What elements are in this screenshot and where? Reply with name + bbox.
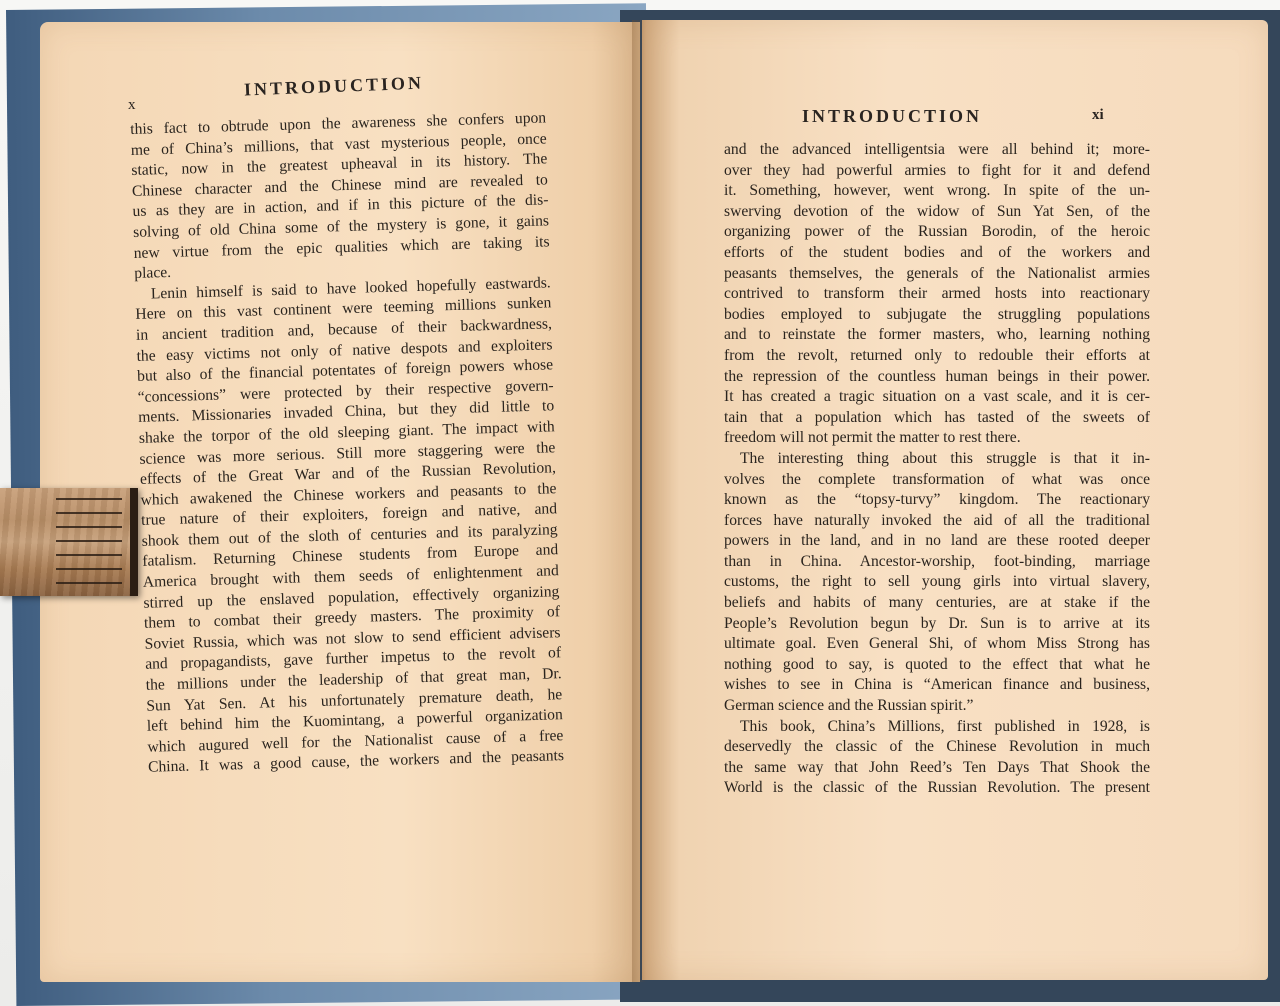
text-line: me of China’s millions, that vast mysterious people, once — [130, 129, 547, 159]
text-line: customs, the right to sell young girls into virtual slavery, — [724, 573, 1150, 591]
text-line: nothing good to say, is quoted to the effect that what he — [724, 655, 1150, 673]
text-line: The interesting thing about this struggle is that it in- — [740, 449, 1150, 467]
text-line: in ancient tradition and, because of their backwardness, — [135, 315, 553, 344]
text-line: freedom will not permit the matter to rest there. — [724, 429, 1021, 447]
text-line: over they had powerful armies to fight for it and defend — [724, 161, 1150, 179]
text-line: Sun Yat Sen. At his unfortunately premature death, he — [146, 685, 563, 715]
text-line: true nature of their exploiters, foreign and native, and — [140, 500, 558, 530]
text-line: Soviet Russia, which was not slow to send efficient advisers — [144, 624, 561, 653]
text-line: Here on this vast continent were teeming millions sunken — [135, 294, 552, 324]
text-line: shook them out of the sloth of centuries and its paralyzing — [141, 521, 558, 550]
text-line: static, now in the greatest upheaval in its history. The — [131, 150, 548, 180]
text-line: the same way that John Reed’s Ten Days That Shook the — [724, 758, 1150, 776]
wooden-bookmark — [0, 488, 138, 596]
left-page-number: x — [128, 97, 136, 113]
text-line: forces have naturally invoked the aid of all the traditional — [724, 511, 1150, 529]
right-page-number: xi — [1092, 107, 1104, 123]
text-line: contrived to transform their armed hosts into reactionary — [724, 285, 1150, 303]
text-line: People’s Revolution begun by Dr. Sun is to arrive at its — [724, 614, 1150, 632]
text-line: and propagandists, gave further impetus to the revolt of — [144, 644, 562, 674]
text-line: left behind him the Kuomintang, a powerful organization — [146, 706, 564, 735]
text-line: This book, China’s Millions, first published in 1928, is — [740, 717, 1150, 735]
text-line: but also of the financial potentates of foreign powers whose — [136, 356, 554, 386]
text-line: science was more serious. Still more staggering were the — [139, 438, 556, 468]
text-line: swerving devotion of the widow of Sun Yat Sen, of the — [724, 202, 1150, 220]
book-gutter — [632, 20, 652, 982]
text-line: organizing power of the Russian Borodin, of the heroic — [724, 223, 1150, 241]
text-line: Lenin himself is said to have looked hopefully eastwards. — [150, 274, 551, 303]
text-line: this fact to obtrude upon the awareness she confers upon — [130, 109, 547, 138]
text-line: than in China. Ancestor-worship, foot-binding, marriage — [724, 552, 1150, 570]
text-line: known as the “topsy-turvy” kingdom. The reactionary — [724, 491, 1150, 509]
text-line: World is the classic of the Russian Revolution. The present — [724, 779, 1150, 797]
right-running-head: INTRODUCTION — [802, 106, 983, 126]
text-line: bodies employed to subjugate the struggling populations — [724, 305, 1150, 323]
left-running-head: INTRODUCTION — [243, 72, 425, 100]
text-line: wishes to see in China is “American finance and business, — [724, 676, 1150, 694]
text-line: peasants themselves, the generals of the Nationalist armies — [724, 264, 1150, 282]
text-line: it. Something, however, went wrong. In spite of the un- — [724, 182, 1150, 200]
text-line: German science and the Russian spirit.” — [724, 697, 974, 715]
text-line: which augured well for the Nationalist cause of a free — [147, 726, 564, 756]
text-line: us as they are in action, and if in this picture of the dis- — [132, 191, 549, 221]
text-line: shake the torpor of the old sleeping giant. The impact with — [138, 418, 555, 447]
text-line: Chinese character and the Chinese mind are revealed to — [131, 171, 549, 200]
text-line: the millions under the leadership of that great man, Dr. — [145, 665, 562, 694]
text-line: and the advanced intelligentsia were all behind it; more- — [724, 141, 1150, 158]
text-line: powers in the land, and in no land are these rooted deeper — [724, 532, 1150, 550]
bookmark-grain — [56, 498, 122, 586]
text-line: America brought with them seeds of enlightenment and — [142, 562, 559, 591]
text-line: fatalism. Returning Chinese students from Europe and — [142, 541, 559, 571]
text-line: volves the complete transformation of what was once — [724, 470, 1150, 488]
text-line: China. It was a good cause, the workers and the peasants — [147, 747, 565, 777]
text-line: stirred up the enslaved population, effectively organizing — [143, 582, 560, 612]
text-line: solving of old China some of the mystery is gone, it gains — [132, 212, 550, 241]
text-line: the repression of the countless human beings in their power. — [724, 367, 1150, 385]
text-line: ments. Missionaries invaded China, but they did little to — [138, 397, 555, 427]
text-line: ultimate goal. Even General Shi, of whom Miss Strong has — [724, 635, 1150, 653]
text-line: deservedly the classic of the Chinese Revolution in much — [724, 738, 1150, 756]
text-line: them to combat their greedy masters. The proximity of — [143, 603, 561, 633]
text-line: It has created a tragic situation on a vast scale, and it is cer- — [724, 388, 1150, 406]
text-line: beliefs and habits of many centuries, are at stake if the — [724, 594, 1150, 612]
right-page-text — [724, 140, 1150, 799]
text-line: effects of the Great War and of the Russian Revolution, — [139, 459, 557, 488]
text-line: which awakened the Chinese workers and peasants to the — [140, 479, 557, 509]
text-line: efforts of the student bodies and of the workers and — [724, 243, 1150, 261]
left-page-text — [130, 108, 564, 778]
text-line: from the revolt, returned only to redouble their efforts at — [724, 346, 1150, 364]
text-line: tain that a population which has tasted of the sweets of — [724, 408, 1150, 426]
text-line: place. — [134, 264, 172, 283]
text-line: and to reinstate the former masters, who, learning nothing — [724, 326, 1150, 344]
text-line: new virtue from the epic qualities which are taking its — [133, 232, 550, 262]
text-line: the easy victims not only of native despots and exploiters — [136, 335, 553, 365]
text-line: “concessions” were protected by their respective govern- — [137, 376, 554, 406]
